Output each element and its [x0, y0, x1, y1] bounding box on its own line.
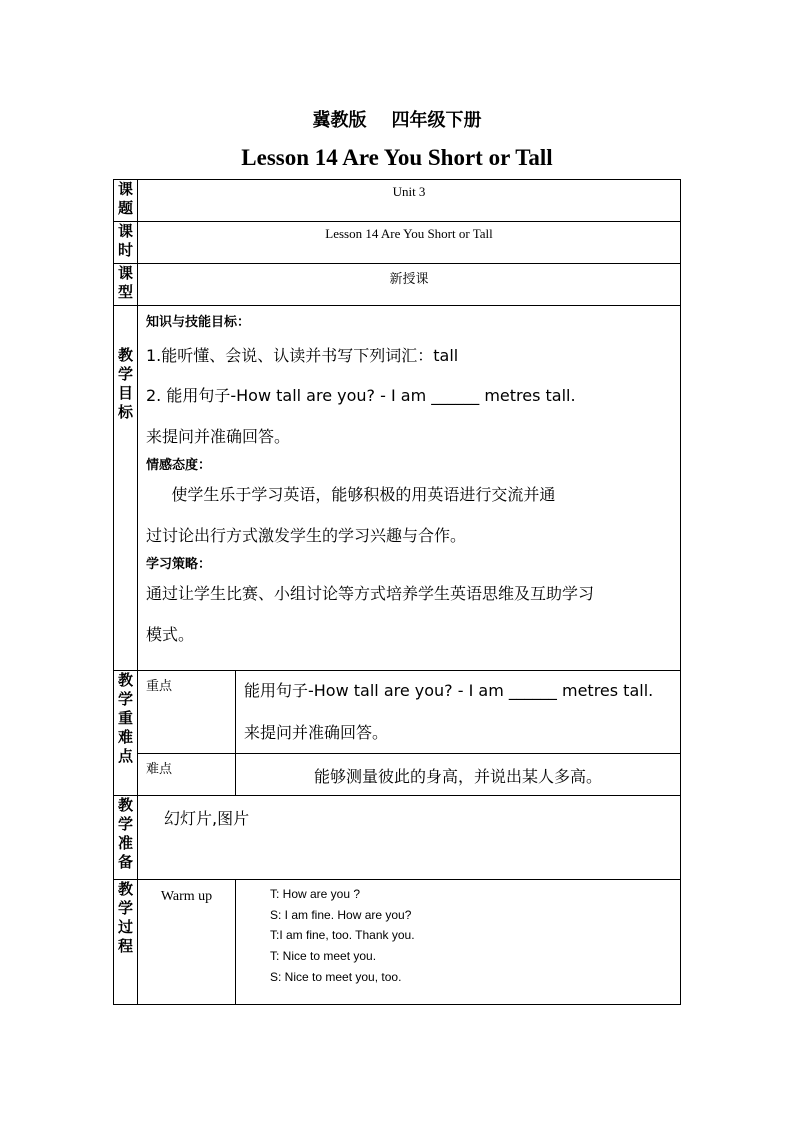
process-label: 教 学 过 程 — [114, 880, 138, 1005]
warm-up-dialog — [236, 880, 681, 1005]
process-row — [114, 880, 681, 1005]
preparation-label: 教 学 准 备 — [114, 796, 138, 880]
key-point-value — [236, 671, 681, 754]
key-point-row — [114, 671, 681, 754]
emotion-heading: 情感态度： — [146, 458, 212, 473]
dialog-line: S: Nice to meet you, too. — [270, 969, 402, 984]
preparation-row — [114, 796, 681, 880]
strategy-line-1: 通过让学生比赛、小组讨论等方式培养学生英语思维及互助学习 — [146, 584, 595, 603]
knowledge-line-3: 来提问并准确回答。 — [146, 427, 291, 446]
strategy-line-2: 模式。 — [146, 625, 195, 644]
topic-row — [114, 180, 681, 222]
goals-label: 教 学 目 标 — [114, 306, 138, 671]
goals-row — [114, 306, 681, 671]
lesson-plan-table — [113, 179, 681, 1005]
process-stage-label: Warm up — [138, 880, 236, 1005]
key-difficult-label: 教 学 重 难 点 — [114, 671, 138, 796]
strategy-heading: 学习策略： — [146, 557, 212, 572]
dialog-line: T:I am fine, too. Thank you. — [270, 928, 415, 943]
difficult-point-label: 难点 — [138, 754, 236, 796]
key-point-label: 重点 — [138, 671, 236, 754]
knowledge-heading: 知识与技能目标： — [146, 315, 251, 330]
dialog-line: T: How are you ? — [270, 887, 361, 901]
period-value: Lesson 14 Are You Short or Tall — [138, 222, 681, 264]
document-subtitle: 冀教版 四年级下册 — [312, 110, 482, 131]
type-row — [114, 264, 681, 306]
document-title: Lesson 14 Are You Short or Tall — [241, 145, 553, 170]
type-label: 课 型 — [114, 264, 138, 306]
knowledge-line-2: 2. 能用句子-How tall are you? - I am ______ metres tall. — [146, 386, 576, 405]
difficult-point-value: 能够测量彼此的身高，并说出某人多高。 — [236, 754, 681, 796]
key-point-line-2: 来提问并准确回答。 — [244, 723, 389, 742]
emotion-line-1: 使学生乐于学习英语，能够积极的用英语进行交流并通 — [146, 485, 556, 504]
preparation-value: 幻灯片,图片 — [138, 796, 681, 880]
emotion-line-2: 过讨论出行方式激发学生的学习兴趣与合作。 — [146, 526, 467, 545]
goals-content — [138, 306, 681, 671]
period-row — [114, 222, 681, 264]
key-point-line-1: 能用句子-How tall are you? - I am ______ metres tall. — [244, 681, 654, 700]
dialog-line: T: Nice to meet you. — [270, 949, 377, 964]
topic-label: 课 题 — [114, 180, 138, 222]
period-label: 课 时 — [114, 222, 138, 264]
knowledge-line-1: 1.能听懂、会说、认读并书写下列词汇：tall — [146, 346, 459, 365]
type-value: 新授课 — [138, 264, 681, 306]
topic-value: Unit 3 — [138, 180, 681, 222]
dialog-line: S: I am fine. How are you? — [270, 907, 412, 922]
difficult-point-row — [114, 754, 681, 796]
